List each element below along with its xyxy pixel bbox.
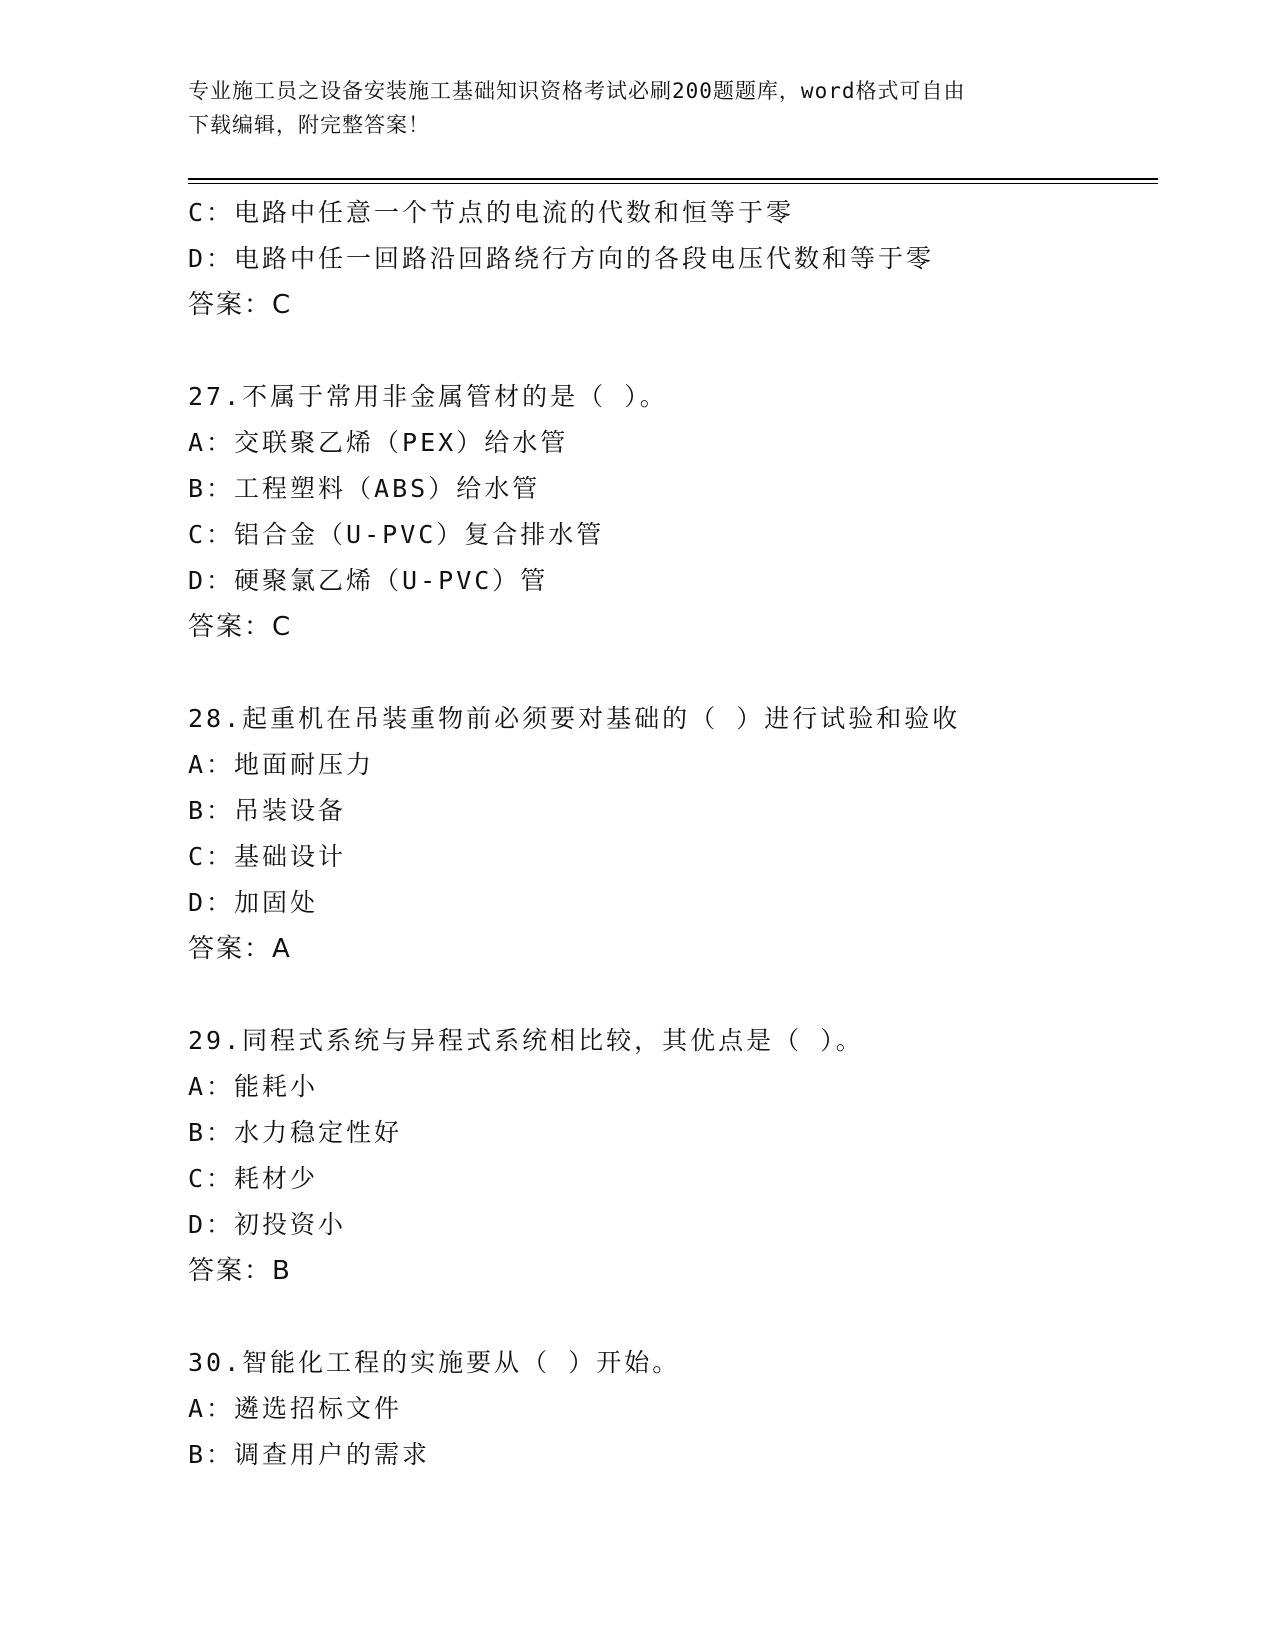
q28-option-b: B：吊装设备 xyxy=(188,796,347,825)
q30-option-a: A：遴选招标文件 xyxy=(188,1394,403,1423)
q28-answer: 答案：A xyxy=(188,934,292,964)
q29-answer: 答案：B xyxy=(188,1256,292,1286)
q26-option-d: D：电路中任一回路沿回路绕行方向的各段电压代数和等于零 xyxy=(188,244,935,273)
spacer xyxy=(188,1294,1158,1340)
q29-stem: 29.同程式系统与异程式系统相比较，其优点是（ ）。 xyxy=(188,1026,864,1055)
q27-option-b: B：工程塑料（ABS）给水管 xyxy=(188,474,541,503)
q26-option-c: C：电路中任意一个节点的电流的代数和恒等于零 xyxy=(188,198,795,227)
q26-answer: 答案：C xyxy=(188,290,293,320)
q27-option-c: C：铝合金（U-PVC）复合排水管 xyxy=(188,520,605,549)
q28-option-d: D：加固处 xyxy=(188,888,319,917)
q29-option-a: A：能耗小 xyxy=(188,1072,319,1101)
q30-stem: 30.智能化工程的实施要从（ ）开始。 xyxy=(188,1348,681,1377)
q29-option-c: C：耗材少 xyxy=(188,1164,319,1193)
q27-option-d: D：硬聚氯乙烯（U-PVC）管 xyxy=(188,566,549,595)
q29-option-b: B：水力稳定性好 xyxy=(188,1118,403,1147)
q28-stem: 28.起重机在吊装重物前必须要对基础的（ ）进行试验和验收 xyxy=(188,704,961,733)
q27-answer: 答案：C xyxy=(188,612,293,642)
q29-option-d: D：初投资小 xyxy=(188,1210,347,1239)
q28-option-c: C：基础设计 xyxy=(188,842,347,871)
header-divider-thin xyxy=(188,183,1158,184)
header-line-2: 下载编辑，附完整答案！ xyxy=(188,113,430,137)
q27-stem: 27.不属于常用非金属管材的是（ ）。 xyxy=(188,382,668,411)
spacer xyxy=(188,650,1158,696)
q28-option-a: A：地面耐压力 xyxy=(188,750,375,779)
header-line-1: 专业施工员之设备安装施工基础知识资格考试必刷200题题库，word格式可自由 xyxy=(188,79,966,103)
q30-option-b: B：调查用户的需求 xyxy=(188,1440,431,1469)
header-divider-thick xyxy=(188,178,1158,180)
spacer xyxy=(188,328,1158,374)
document-header xyxy=(188,74,1088,142)
q27-option-a: A：交联聚乙烯（PEX）给水管 xyxy=(188,428,569,457)
spacer xyxy=(188,972,1158,1018)
question-list xyxy=(188,190,1158,1478)
